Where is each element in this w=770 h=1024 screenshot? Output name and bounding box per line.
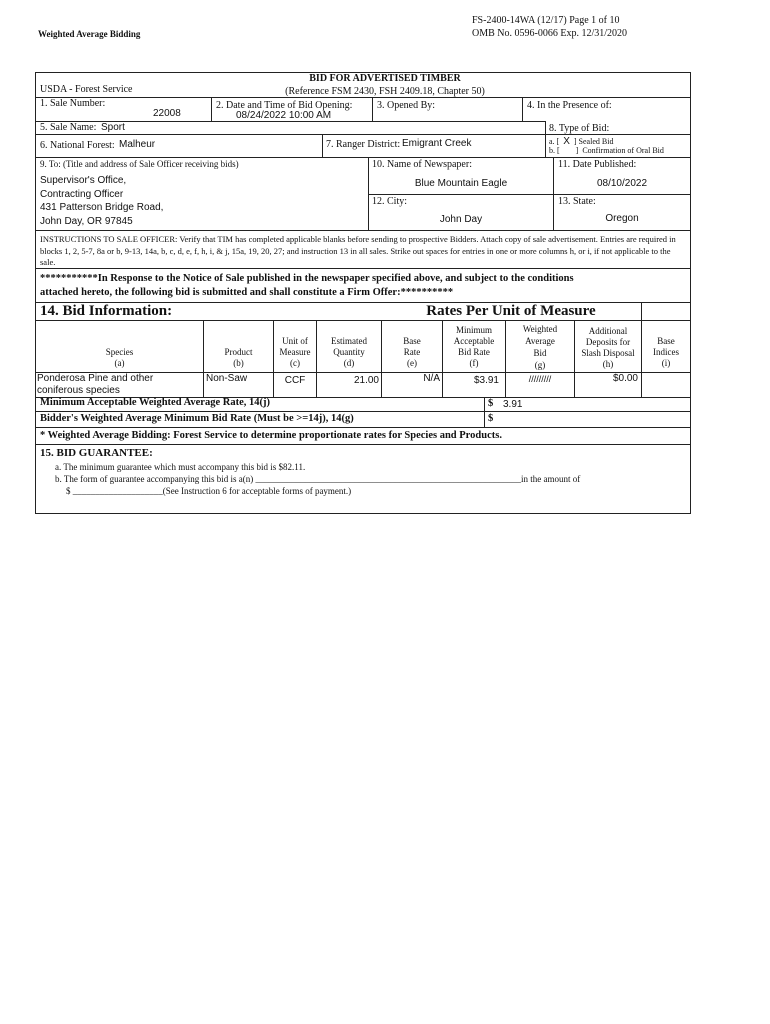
- header-line: Indices: [653, 347, 679, 357]
- column-header-weighted-bid: [506, 323, 574, 371]
- column-header-product: [204, 347, 273, 369]
- column-header-min-rate: [443, 325, 505, 369]
- header-line: Rate: [403, 347, 421, 357]
- header-line: (a): [114, 358, 125, 368]
- header-line: Acceptable: [453, 336, 495, 346]
- header-line: Quantity: [333, 347, 365, 357]
- address-line: 431 Patterson Bridge Road,: [40, 202, 164, 213]
- newspaper-label: 10. Name of Newspaper:: [372, 159, 472, 170]
- firm-offer-line: attached hereto, the following bid is submitted and shall constitute a Firm Offer:**********: [40, 287, 454, 298]
- state-value[interactable]: Oregon: [605, 213, 639, 224]
- bid-opening-label: 2. Date and Time of Bid Opening:: [216, 100, 353, 111]
- date-published-value[interactable]: 08/10/2022: [596, 178, 648, 189]
- header-line: Deposits for: [585, 337, 631, 347]
- header-line: (f): [469, 358, 479, 368]
- species-line: Ponderosa Pine and other: [37, 373, 154, 384]
- header-line: Unit of: [282, 336, 308, 346]
- bid-guarantee-heading: 15. BID GUARANTEE:: [40, 447, 153, 459]
- species-cell[interactable]: [37, 373, 153, 397]
- min-weighted-rate-value[interactable]: 3.91: [503, 399, 523, 410]
- guarantee-form-field[interactable]: b. The form of guarantee accompanying this bid is a(n) ___________________________________________________________in the amount of: [55, 474, 581, 484]
- header-line: (c): [290, 358, 300, 368]
- bidder-rate-label: Bidder's Weighted Average Minimum Bid Rate (Must be >=14j), 14(g): [40, 413, 354, 424]
- sale-number-value[interactable]: 22008: [153, 108, 181, 119]
- forest-label: 6. National Forest:: [40, 140, 115, 151]
- header-line: Slash Disposal: [581, 348, 635, 358]
- header-line: Additional: [588, 326, 628, 336]
- document-title: Weighted Average Bidding: [38, 29, 141, 39]
- header-line: Product: [224, 347, 253, 357]
- product-cell[interactable]: Non-Saw: [206, 373, 248, 384]
- address-line: Contracting Officer: [40, 188, 124, 200]
- address-line: Supervisor's Office,: [40, 175, 127, 186]
- state-label: 13. State:: [558, 196, 596, 207]
- opened-by-label: 3. Opened By:: [377, 100, 436, 111]
- bid-type-a-suffix: ] Sealed Bid: [573, 137, 614, 146]
- presence-label: 4. In the Presence of:: [527, 100, 612, 111]
- address-line: John Day, OR 97845: [40, 215, 133, 227]
- weighted-bid-cell[interactable]: /////////: [528, 374, 552, 384]
- min-weighted-rate-label: Minimum Acceptable Weighted Average Rate, 14(j): [40, 397, 270, 408]
- guarantee-minimum: a. The minimum guarantee which must accompany this bid is $82.11.: [55, 462, 306, 472]
- bid-information-heading: 14. Bid Information:: [40, 303, 173, 319]
- rates-heading: Rates Per Unit of Measure: [426, 303, 596, 319]
- omb-number: OMB No. 0596-0066 Exp. 12/31/2020: [472, 28, 627, 39]
- header-line: Estimated: [331, 336, 367, 346]
- header-line: Bid: [533, 348, 547, 358]
- header-line: (b): [233, 358, 244, 368]
- column-header-base-indices: [642, 336, 690, 369]
- column-header-species: [36, 347, 203, 369]
- city-value[interactable]: John Day: [439, 214, 483, 225]
- instructions-to-sale-officer: INSTRUCTIONS TO SALE OFFICER: Verify that TIM has completed applicable blanks before sending to prospective Bidders. Attach copy of sale advertisement. Entries are required in blocks 1, 2, 5-7, 8a or b, 9-13, 14a, b, c, d, e, f, h, i, & j, 15a, 19, 20, 27; and instruction 13 in all sales. Strike out spaces for entries in one or more columns h, or i, if not applicable to the sale.: [40, 234, 676, 267]
- to-label: 9. To: (Title and address of Sale Officer receiving bids): [40, 159, 239, 169]
- column-header-quantity: [317, 336, 381, 369]
- header-line: (g): [534, 360, 546, 370]
- header-line: Bid Rate: [458, 347, 490, 357]
- header-line: (h): [602, 359, 614, 369]
- date-published-label: 11. Date Published:: [558, 159, 637, 170]
- sale-name-value[interactable]: Sport: [101, 122, 125, 133]
- header-line: (d): [343, 358, 355, 368]
- bid-opening-value[interactable]: 08/24/2022 10:00 AM: [236, 110, 332, 121]
- bidder-rate-currency[interactable]: $: [488, 413, 494, 424]
- header-line: Measure: [279, 347, 311, 357]
- sale-name-label: 5. Sale Name:: [40, 122, 97, 133]
- form-heading: BID FOR ADVERTISED TIMBER: [309, 73, 461, 84]
- header-line: (i): [661, 358, 671, 368]
- bid-type-a-prefix: a. [: [549, 137, 560, 146]
- min-weighted-rate-currency: $: [488, 398, 494, 409]
- firm-offer-line: ***********In Response to the Notice of Sale published in the newspaper specified above, and subject to the conditions: [40, 273, 574, 284]
- district-label: 7. Ranger District:: [326, 139, 401, 150]
- city-label: 12. City:: [372, 196, 408, 207]
- firm-offer-statement: [40, 272, 574, 300]
- agency-name: USDA - Forest Service: [40, 84, 133, 95]
- sealed-bid-checkbox[interactable]: X: [563, 136, 570, 147]
- guarantee-amount-field[interactable]: $ ____________________(See Instruction 6 for acceptable forms of payment.): [66, 486, 352, 496]
- weighted-average-note: * Weighted Average Bidding: Forest Service to determine proportionate rates for Species and Products.: [40, 430, 502, 441]
- forest-value[interactable]: Malheur: [119, 139, 156, 150]
- newspaper-value[interactable]: Blue Mountain Eagle: [414, 178, 508, 189]
- header-line: Average: [525, 336, 555, 346]
- sale-officer-address[interactable]: [40, 174, 163, 228]
- column-header-base-rate: [382, 336, 442, 369]
- header-line: Base: [403, 336, 421, 346]
- bid-type-oral[interactable]: b. [ ] Confirmation of Oral Bid: [549, 146, 664, 155]
- species-line: coniferous species: [37, 385, 120, 396]
- base-rate-cell[interactable]: N/A: [423, 373, 440, 384]
- column-header-slash-deposit: [575, 326, 641, 370]
- slash-deposit-cell[interactable]: $0.00: [612, 373, 638, 384]
- header-line: Base: [657, 336, 675, 346]
- form-number: FS-2400-14WA (12/17) Page 1 of 10: [472, 15, 620, 26]
- header-line: Weighted: [522, 324, 558, 334]
- sale-number-label: 1. Sale Number:: [40, 98, 106, 109]
- min-rate-cell[interactable]: $3.91: [473, 375, 499, 386]
- column-header-unit: [274, 336, 316, 369]
- unit-cell[interactable]: CCF: [284, 375, 306, 386]
- bid-type-label: 8. Type of Bid:: [549, 123, 610, 134]
- form-reference: (Reference FSM 2430, FSH 2409.18, Chapter 50): [285, 86, 485, 97]
- quantity-cell[interactable]: 21.00: [353, 375, 379, 386]
- header-line: Minimum: [455, 325, 492, 335]
- header-line: (e): [407, 358, 417, 368]
- header-line: Species: [105, 347, 134, 357]
- district-value[interactable]: Emigrant Creek: [402, 138, 472, 149]
